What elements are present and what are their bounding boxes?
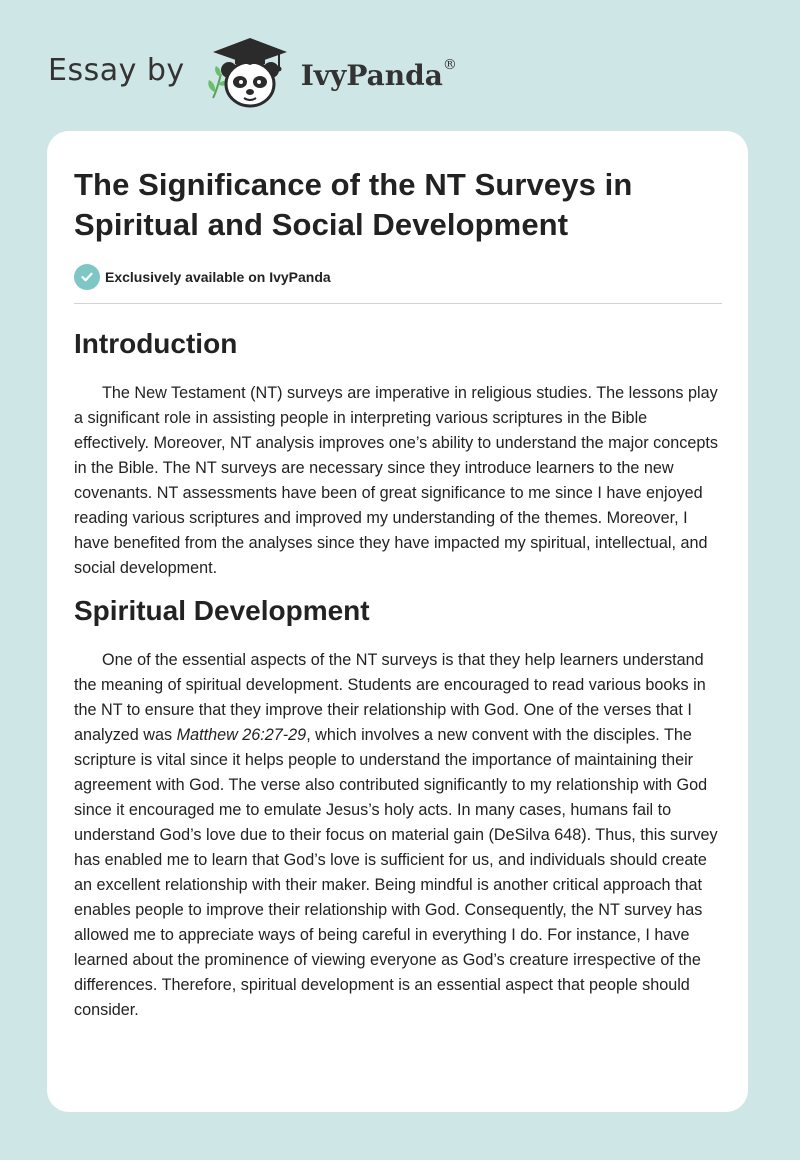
paragraph-introduction: The New Testament (NT) surveys are imperative in religious studies. The lessons play a significant role in assisting people in interpreting various scriptures in the Bible effectively. Moreover, NT analysis improves one’s ability to understand the major concepts in the Bible. The NT surveys are necessary since they introduce learners to the new covenants. NT assessments have been of great significance to me since I have enjoyed reading various scriptures and improved my understanding of the themes. Moreover, I have benefited from the analyses since they have impacted my spiritual, intellectual, and social development. xyxy=(74,384,718,577)
brand-name[interactable]: IvyPanda® xyxy=(300,56,457,92)
exclusive-badge xyxy=(74,264,722,290)
essay-by-label: Essay by xyxy=(48,52,185,88)
essay-card xyxy=(47,131,748,1112)
section-heading-spiritual-development: Spiritual Development xyxy=(74,595,370,626)
paragraph-spiritual-development xyxy=(74,648,722,1023)
panda-graduation-cap-icon xyxy=(199,32,295,114)
paragraph-text-end: , which involves a new convent with the disciples. The scripture is vital since it helps people to understand the importance of maintaining their agreement with God. The verse also contributed significantly to my relationship with God since it encouraged me to emulate Jesus’s holy acts. In many cases, humans fail to understand God’s love due to their focus on material gain (DeSilva 648). Thus, this survey has enabled me to learn that God’s love is sufficient for us, and individuals should create an excellent relationship with their maker. Being mindful is another critical approach that enables people to improve their relationship with God. Consequently, the NT survey has allowed me to appreciate ways of being careful in everything I do. For instance, I have learned about the prominence of viewing everyone as God’s creature irrespective of the differences. Therefore, spiritual development is an essential aspect that people should consider. xyxy=(74,726,718,1019)
check-circle-icon xyxy=(74,264,100,290)
scripture-reference: Matthew 26:27-29 xyxy=(176,726,307,744)
registered-mark: ® xyxy=(442,56,457,73)
divider xyxy=(74,303,722,304)
exclusive-label: Exclusively available on IvyPanda xyxy=(105,269,331,285)
site-header xyxy=(48,28,548,118)
section-heading-introduction: Introduction xyxy=(74,328,238,359)
page-title: The Significance of the NT Surveys in Spiritual and Social Development xyxy=(74,167,633,242)
paragraph-text-start: One of the essential aspects of the NT surveys is that they help learners understand the meaning of spiritual development. Students are encouraged to read various books in the NT to ensure that they improve their relationship with God. One of the verses that I analyzed was xyxy=(74,651,706,744)
